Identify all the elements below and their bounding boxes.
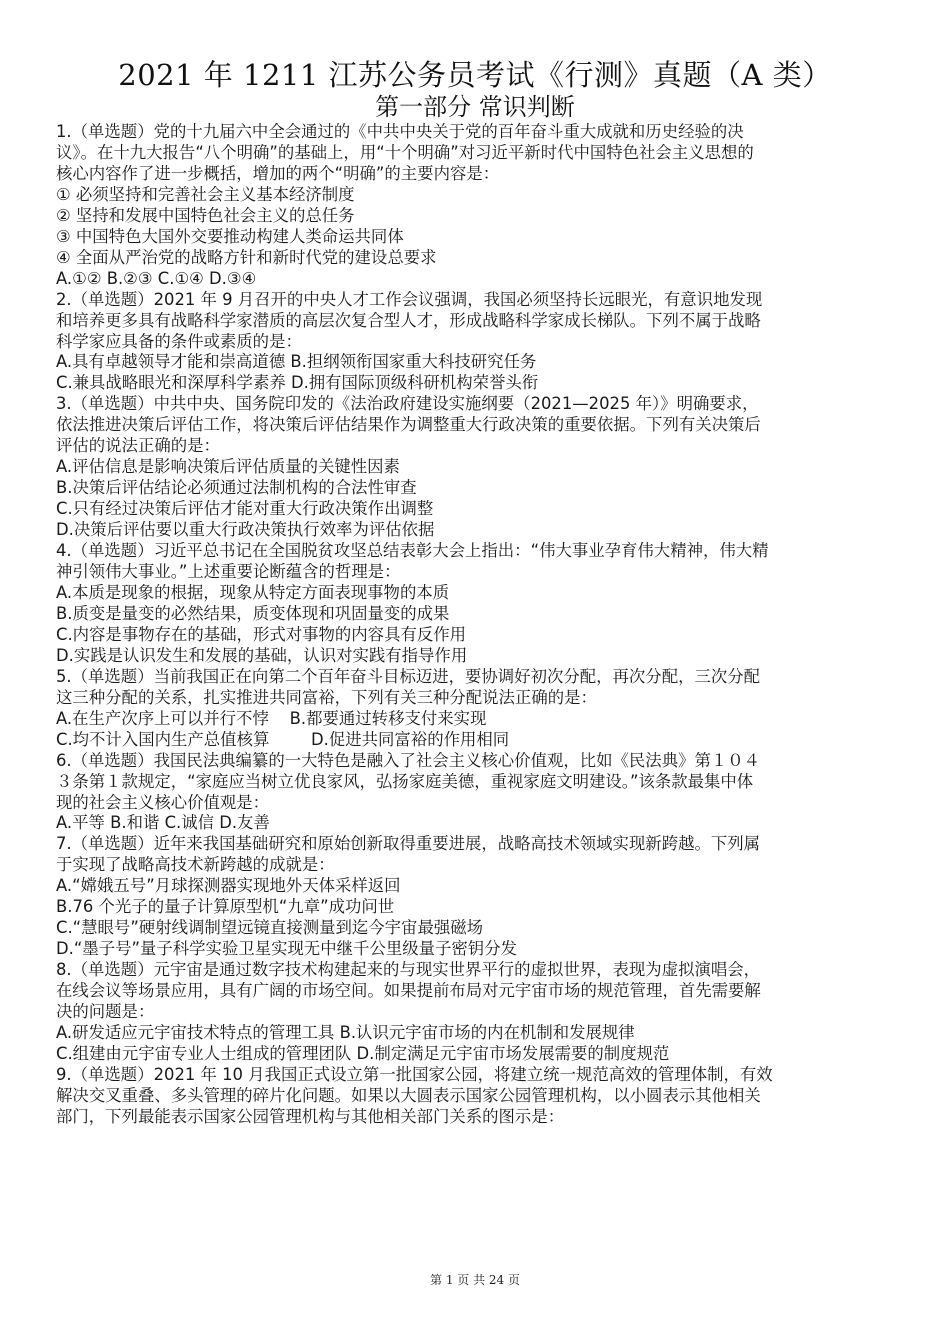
text-line: ② 坚持和发展中国特色社会主义的总任务 <box>56 205 355 225</box>
text-line: A.在生产次序上可以并行不悖 B.都要通过转移支付来实现 <box>56 708 487 728</box>
text-line: 科学家应具备的条件或素质的是： <box>56 331 302 351</box>
text-line: 评估的说法正确的是： <box>56 436 220 456</box>
text-line: 依法推进决策后评估工作，将决策后评估结果作为调整重大行政决策的重要依据。下列有关决策后 <box>56 415 761 435</box>
text-line: 核心内容作了进一步概括，增加的两个“明确”的主要内容是： <box>56 163 500 183</box>
text-line: 和培养更多具有战略科学家潜质的高层次复合型人才，形成战略科学家成长梯队。下列不属于战略 <box>56 310 761 330</box>
text-line: ④ 全面从严治党的战略方针和新时代党的建设总要求 <box>56 247 437 267</box>
text-line: A.评估信息是影响决策后评估质量的关键性因素 <box>56 457 400 477</box>
text-line: 1.（单选题）党的十九届六中全会通过的《中共中央关于党的百年奋斗重大成就和历史经验的决 <box>56 122 744 141</box>
text-line: A.平等 B.和谐 C.诚信 D.友善 <box>56 813 270 833</box>
text-line: B.质变是量变的必然结果，质变体现和巩固量变的成果 <box>56 603 450 623</box>
text-line: C.内容是事物存在的基础，形式对事物的内容具有反作用 <box>56 624 467 644</box>
text-line: ③ 中国特色大国外交要推动构建人类命运共同体 <box>56 226 404 246</box>
section-heading: 第一部分 常识判断 <box>375 93 575 121</box>
text-line: 这三种分配的关系，扎实推进共同富裕，下列有关三种分配说法正确的是： <box>56 687 597 707</box>
text-line: 3.（单选题）中共中央、国务院印发的《法治政府建设实施纲要（2021—2025 年）》明确要求， <box>56 394 759 414</box>
text-line: 现的社会主义核心价值观是： <box>56 792 270 812</box>
text-line: D.实践是认识发生和发展的基础，认识对实践有指导作用 <box>56 645 468 665</box>
text-line: B.76 个光子的量子计算原型机“九章”成功问世 <box>56 897 395 917</box>
text-line: C.兼具战略眼光和深厚科学素养 D.拥有国际顶级科研机构荣誉头衔 <box>56 373 539 393</box>
text-line: ① 必须坚持和完善社会主义基本经济制度 <box>56 184 355 204</box>
text-line: 9.（单选题）2021 年 10 月我国正式设立第一批国家公园，将建立统一规范高效的管理体制，有效 <box>56 1064 773 1084</box>
text-line: 议》。在十九大报告“八个明确”的基础上，用“十个明确”对习近平新时代中国特色社会主义思想的 <box>56 142 754 162</box>
question-body <box>56 122 901 1128</box>
text-line: 5.（单选题）当前我国正在向第二个百年奋斗目标迈进，要协调好初次分配，再次分配，三次分配 <box>56 666 761 686</box>
text-line: 解决交叉重叠、多头管理的碎片化问题。如果以大圆表示国家公园管理机构，以小圆表示其他相关 <box>56 1085 761 1105</box>
text-line: C.均不计入国内生产总值核算 D.促进共同富裕的作用相同 <box>56 729 510 749</box>
text-line: 7.（单选题）近年来我国基础研究和原始创新取得重要进展，战略高技术领域实现新跨越。下列属 <box>56 834 761 854</box>
page-footer: 第 1 页 共 24 页 <box>430 1273 520 1287</box>
text-line: 2.（单选题）2021 年 9 月召开的中央人才工作会议强调，我国必须坚持长远眼光，有意识地发现 <box>56 289 763 309</box>
text-line: 神引领伟大事业。”上述重要论断蕴含的哲理是： <box>56 562 401 582</box>
document-title: 2021 年 1211 江苏公务员考试《行测》真题（A 类） <box>118 58 832 92</box>
text-line: A.本质是现象的根据，现象从特定方面表现事物的本质 <box>56 582 450 602</box>
text-line: A.具有卓越领导才能和崇高道德 B.担纲领衔国家重大科技研究任务 <box>56 352 537 372</box>
text-line: A.研发适应元宇宙技术特点的管理工具 B.认识元宇宙市场的内在机制和发展规律 <box>56 1022 635 1042</box>
text-line: 6.（单选题）我国民法典编纂的一大特色是融入了社会主义核心价值观，比如《民法典》第１０４ <box>56 750 761 770</box>
text-line: 4.（单选题）习近平总书记在全国脱贫攻坚总结表彰大会上指出：“伟大事业孕育伟大精神，伟大精 <box>56 541 769 561</box>
text-line: C.组建由元宇宙专业人士组成的管理团队 D.制定满足元宇宙市场发展需要的制度规范 <box>56 1043 670 1063</box>
text-line: A.①② B.②③ C.①④ D.③④ <box>56 268 257 288</box>
text-line: C.“慧眼号”硬射线调制望远镜直接测量到迄今宇宙最强磁场 <box>56 918 484 938</box>
text-line: 在线会议等场景应用，具有广阔的市场空间。如果提前布局对元宇宙市场的规范管理，首先需要解 <box>56 981 761 1001</box>
text-line: B.决策后评估结论必须通过法制机构的合法性审查 <box>56 478 417 498</box>
text-line: D.决策后评估要以重大行政决策执行效率为评估依据 <box>56 520 435 540</box>
text-line: 8.（单选题）元宇宙是通过数字技术构建起来的与现实世界平行的虚拟世界，表现为虚拟演唱会， <box>56 960 761 980</box>
text-line: 决的问题是： <box>56 1002 155 1022</box>
text-line: A.“嫦娥五号”月球探测器实现地外天体采样返回 <box>56 876 401 896</box>
text-line: 部门，下列最能表示国家公园管理机构与其他相关部门关系的图示是： <box>56 1106 565 1126</box>
text-line: D.“墨子号”量子科学实验卫星实现无中继千公里级量子密钥分发 <box>56 939 517 959</box>
text-line: 于实现了战略高技术新跨越的成就是： <box>56 855 335 875</box>
text-line: C.只有经过决策后评估才能对重大行政决策作出调整 <box>56 499 434 519</box>
text-line: ３条第１款规定，“家庭应当树立优良家风，弘扬家庭美德，重视家庭文明建设。”该条款最集中体 <box>56 771 754 791</box>
